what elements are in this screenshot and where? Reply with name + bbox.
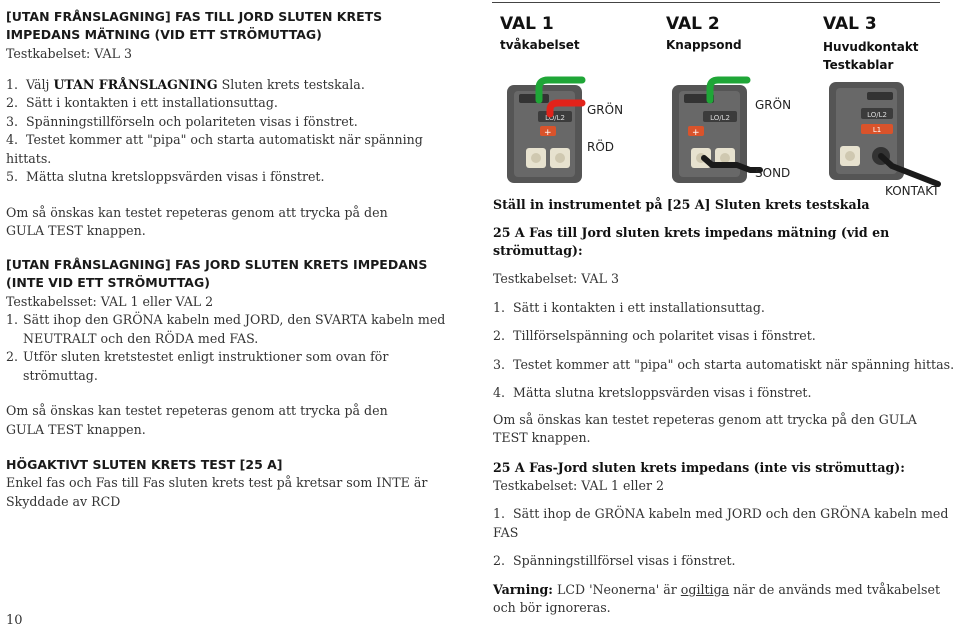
- right-column: [493, 196, 955, 618]
- label-gron-2: GRÖN: [755, 98, 792, 112]
- step-item: 3. Testet kommer att "pipa" och starta automatiskt när spänning hittas.: [493, 356, 955, 372]
- step-item: 4. Mätta slutna kretsloppsvärden visas i fönstret.: [493, 385, 812, 400]
- step-item: 2. Tillförselspänning och polaritet visas i fönstret.: [493, 328, 816, 343]
- top-rule: [492, 2, 940, 3]
- step-item: 2. Utför sluten kretstestet enligt instruktioner som ovan för strömuttag.: [6, 349, 389, 383]
- step-item: 1. Sätt ihop de GRÖNA kabeln med JORD och den GRÖNA kabeln med FAS: [493, 506, 949, 540]
- wiring-diagram: [492, 70, 952, 200]
- section2-subtitle: Testkabelsset: VAL 1 eller VAL 2: [6, 293, 214, 309]
- step-item: 2. Spänningstillförsel visas i fönstret.: [493, 553, 736, 568]
- option-2-title: VAL 2: [666, 14, 720, 34]
- step-item: 1. Sätt i kontakten i ett installationsuttag.: [493, 299, 765, 315]
- step-item: 4. Testet kommer att "pipa" och starta automatiskt när spänning hittats.: [6, 132, 423, 166]
- label-sond: SOND: [755, 166, 791, 180]
- section1-steps: [6, 76, 456, 187]
- step-item: 5. Mätta slutna kretsloppsvärden visas i fönstret.: [6, 169, 325, 184]
- section3-title: HÖGAKTIVT SLUTEN KRETS TEST [25 A]: [6, 457, 283, 472]
- label-gron-1: GRÖN: [587, 103, 624, 117]
- step-item: 1. Sätt ihop den GRÖNA kabeln med JORD, den SVARTA kabeln med NEUTRALT och den RÖDA med FAS.: [6, 312, 446, 346]
- option-3-sub: Huvudkontakt Testkablar: [823, 40, 919, 72]
- svg-text:LO/L2: LO/L2: [867, 111, 887, 119]
- warning-label: Varning:: [493, 581, 553, 597]
- svg-text:L1: L1: [872, 126, 882, 134]
- section2-heading: 25 A Fas-Jord sluten krets impedans (inte vis strömuttag):: [493, 459, 905, 475]
- section2-sub: Testkabelset: VAL 1 eller 2: [493, 477, 665, 493]
- repeat-note: Om så önskas kan testet repeteras genom att trycka på den GULA TEST knappen.: [493, 411, 917, 445]
- testkabel-set: Testkabelset: VAL 3: [493, 271, 620, 286]
- section1-title: [UTAN FRÅNSLAGNING] FAS TILL JORD SLUTEN KRETS IMPEDANS MÄTNING (VID ETT STRÖMUTTAG): [6, 9, 383, 42]
- section2-repeat-note: Om så önskas kan testet repeteras genom att trycka på den GULA TEST knappen.: [6, 403, 388, 437]
- section2-title: [UTAN FRÅNSLAGNING] FAS JORD SLUTEN KRETS IMPEDANS (INTE VID ETT STRÖMUTTAG): [6, 256, 428, 290]
- section1-repeat-note: Om så önskas kan testet repeteras genom att trycka på den GULA TEST knappen.: [6, 204, 388, 238]
- svg-text:+: +: [692, 128, 700, 138]
- section3-body: Enkel fas och Fas till Fas sluten krets test på kretsar som INTE är Skyddade av RCD: [6, 475, 428, 509]
- label-kontakt: KONTAKT: [885, 184, 940, 198]
- step-item: 3. Spänningstillförseln och polariteten visas i fönstret.: [6, 113, 358, 129]
- svg-text:LO/L2: LO/L2: [710, 114, 730, 122]
- option-2-sub: Knappsond: [666, 38, 742, 52]
- sub-heading: 25 A Fas till Jord sluten krets impedans mätning (vid en strömuttag):: [493, 225, 890, 258]
- instrument-setting-heading: Ställ in instrumentet på [25 A] Sluten krets testskala: [493, 197, 870, 212]
- option-1-sub: tvåkabelset: [500, 38, 580, 52]
- left-column: [6, 8, 456, 511]
- step-item: 1. Välj UTAN FRÅNSLAGNING Sluten krets testskala.: [6, 76, 365, 92]
- svg-text:LO/L2: LO/L2: [545, 114, 565, 122]
- page-number: 10: [6, 613, 23, 628]
- step-item: 2. Sätt i kontakten i ett installationsuttag.: [6, 95, 278, 110]
- svg-text:+: +: [544, 128, 552, 138]
- section1-subtitle: Testkabelset: VAL 3: [6, 46, 133, 61]
- label-rod: RÖD: [587, 140, 615, 154]
- option-3-title: VAL 3: [823, 14, 877, 34]
- warning-underlined-word: ogiltiga: [680, 581, 730, 597]
- warning-note: Varning: LCD 'Neonerna' är ogiltiga när de används med tvåkabelset och bör ignoreras.: [493, 581, 941, 615]
- option-1-title: VAL 1: [500, 14, 554, 34]
